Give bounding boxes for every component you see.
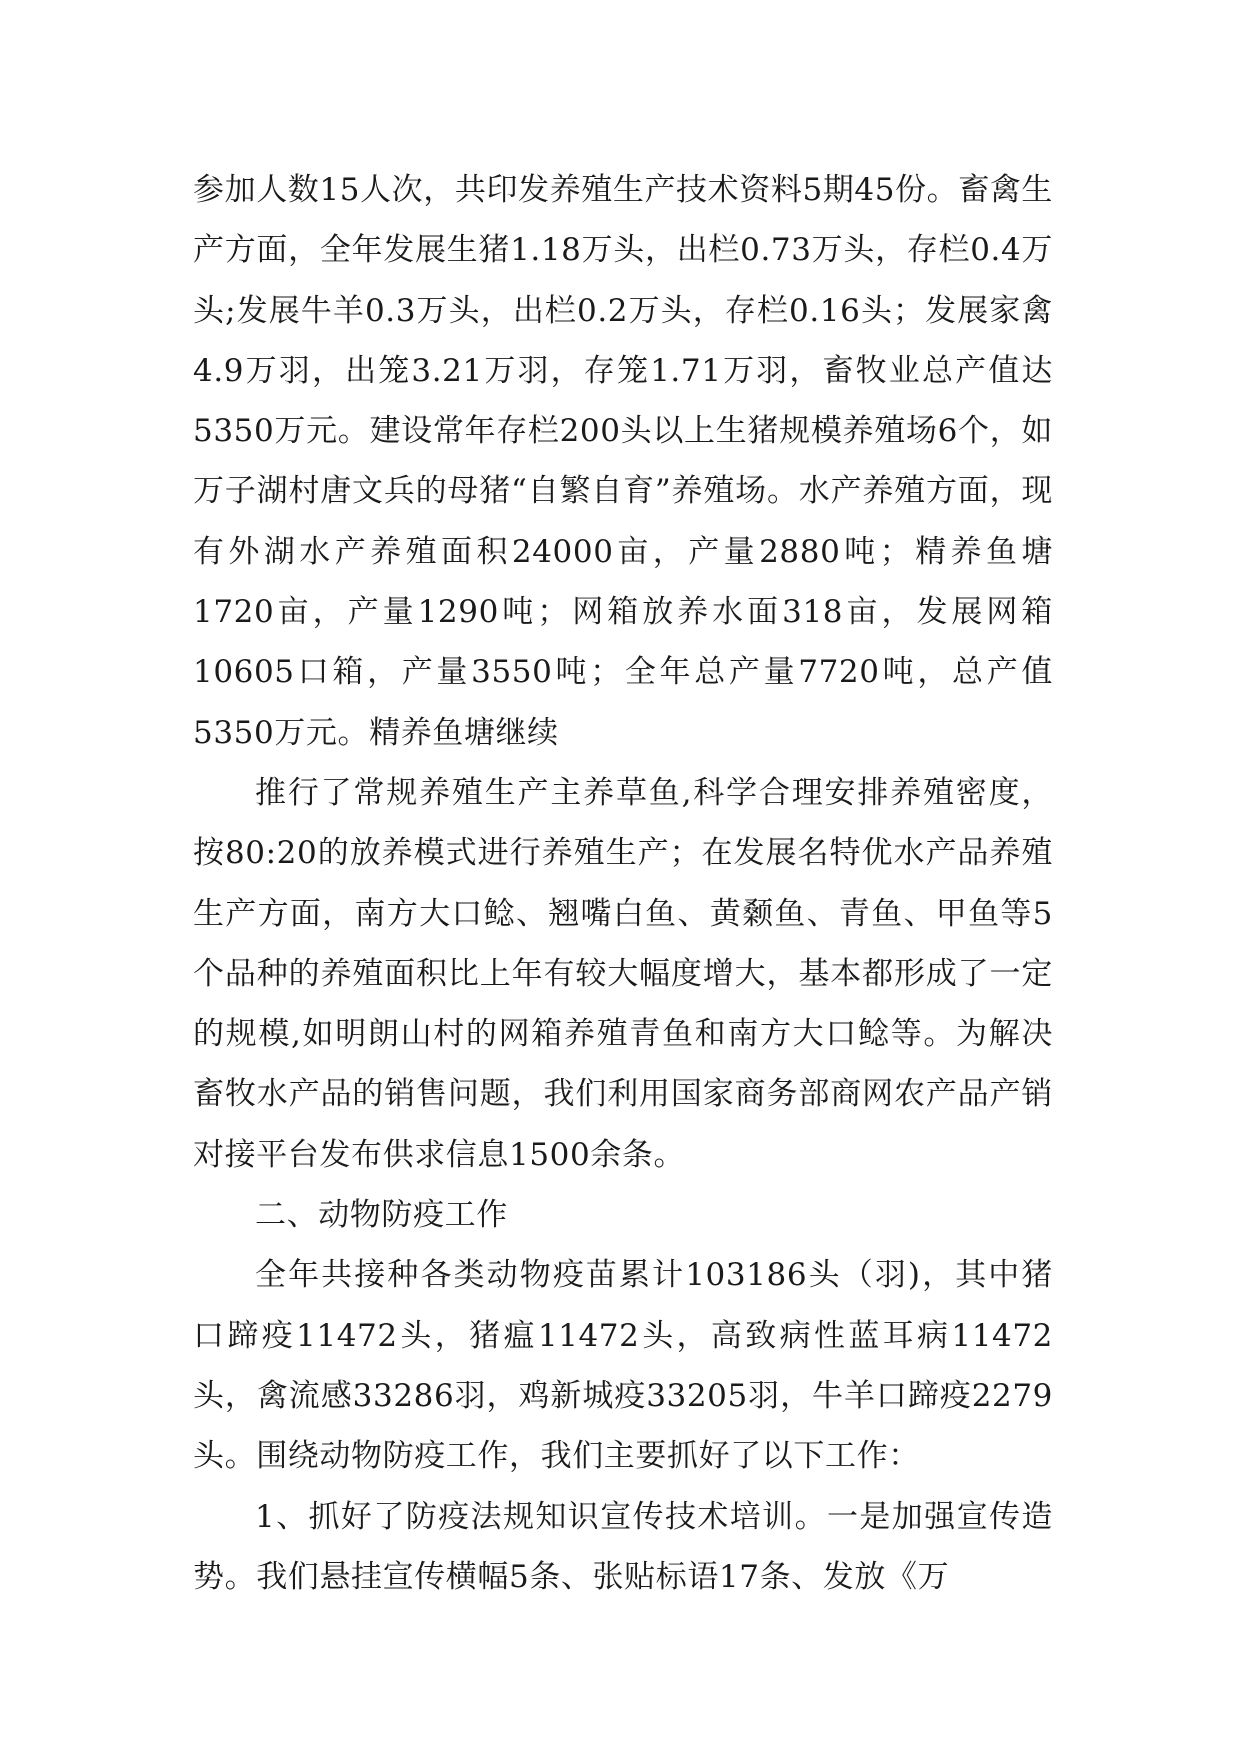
paragraph-vaccination: 全年共接种各类动物疫苗累计103186头（羽)，其中猪口蹄疫11472头，猪瘟11472头，高致病性蓝耳病11472头，禽流感33286羽，鸡新城疫33205羽，牛羊口蹄疫2279头。围绕动物防疫工作，我们主要抓好了以下工作： — [193, 1257, 1053, 1475]
section-heading-animal-epidemic-prevention: 二、动物防疫工作 — [255, 1197, 508, 1234]
paragraph-training: 1、抓好了防疫法规知识宣传技术培训。一是加强宣传造势。我们悬挂宣传横幅5条、张贴标语17条、发放《万 — [193, 1498, 1053, 1595]
paragraph-aquaculture: 推行了常规养殖生产主养草鱼,科学合理安排养殖密度，按80:20的放养模式进行养殖生产；在发展名特优水产品养殖生产方面，南方大口鲶、翘嘴白鱼、黄颡鱼、青鱼、甲鱼等5个品种的养殖面积比上年有较大幅度增大，基本都形成了一定的规模,如明朗山村的网箱养殖青鱼和南方大口鲶等。为解决畜牧水产品的销售问题，我们利用国家商务部商网农产品产销对接平台发布供求信息1500余条。 — [193, 774, 1053, 1173]
paragraph-livestock-production: 参加人数15人次，共印发养殖生产技术资料5期45份。畜禽生产方面，全年发展生猪1.18万头，出栏0.73万头，存栏0.4万头;发展牛羊0.3万头，出栏0.2万头，存栏0.16头；发展家禽4.9万羽，出笼3.21万羽，存笼1.71万羽，畜牧业总产值达5350万元。建设常年存栏200头以上生猪规模养殖场6个，如万子湖村唐文兵的母猪“自繁自育”养殖场。水产养殖方面，现有外湖水产养殖面积24000亩，产量2880吨；精养鱼塘1720亩，产量1290吨；网箱放养水面318亩，发展网箱10605口箱，产量3550吨；全年总产量7720吨，总产值5350万元。精养鱼塘继续 — [193, 172, 1054, 751]
document-body — [193, 160, 1053, 1607]
